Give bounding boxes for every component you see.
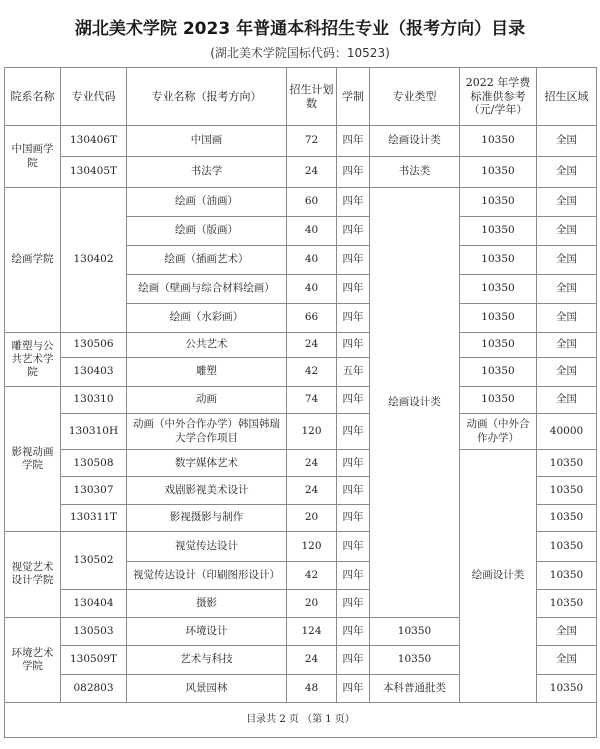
plan-cell: 24 bbox=[287, 645, 337, 674]
header-college: 院系名称 bbox=[5, 68, 61, 126]
major-cell: 艺术与科技 bbox=[127, 645, 287, 674]
table-row bbox=[5, 126, 597, 157]
code-cell: 130405T bbox=[61, 157, 127, 188]
code-cell: 130403 bbox=[61, 358, 127, 387]
major-cell: 绘画（版画） bbox=[127, 217, 287, 246]
plan-cell: 42 bbox=[287, 561, 337, 589]
major-cell: 公共艺术 bbox=[127, 333, 287, 358]
college-cell: 中国画学院 bbox=[5, 126, 61, 188]
region-cell: 全国 bbox=[537, 617, 597, 645]
region-cell: 全国 bbox=[537, 126, 597, 157]
fee-cell: 10350 bbox=[460, 275, 537, 304]
duration-cell: 四年 bbox=[337, 126, 370, 157]
type-cell: 绘画设计类 bbox=[370, 188, 460, 618]
major-cell: 中国画 bbox=[127, 126, 287, 157]
major-cell: 书法学 bbox=[127, 157, 287, 188]
code-cell: 130406T bbox=[61, 126, 127, 157]
duration-cell: 四年 bbox=[337, 246, 370, 275]
fee-cell: 10350 bbox=[460, 126, 537, 157]
region-cell: 全国 bbox=[537, 157, 597, 188]
duration-cell: 四年 bbox=[337, 157, 370, 188]
code-cell: 130508 bbox=[61, 450, 127, 477]
type-cell: 书法类 bbox=[370, 157, 460, 188]
table-row bbox=[5, 387, 597, 414]
code-cell: 130310H bbox=[61, 414, 127, 450]
duration-cell: 四年 bbox=[337, 477, 370, 504]
region-cell: 全国 bbox=[537, 275, 597, 304]
plan-cell: 24 bbox=[287, 333, 337, 358]
header-code: 专业代码 bbox=[61, 68, 127, 126]
major-cell: 戏剧影视美术设计 bbox=[127, 477, 287, 504]
fee-cell: 10350 bbox=[537, 450, 597, 477]
plan-cell: 48 bbox=[287, 674, 337, 702]
type-cell: 动画（中外合作办学） bbox=[460, 414, 537, 450]
major-cell: 影视摄影与制作 bbox=[127, 504, 287, 531]
code-cell: 130402 bbox=[61, 188, 127, 333]
code-cell: 130502 bbox=[61, 531, 127, 589]
code-cell: 130404 bbox=[61, 589, 127, 617]
major-cell: 动画 bbox=[127, 387, 287, 414]
fee-cell: 10350 bbox=[460, 358, 537, 387]
fee-cell: 40000 bbox=[537, 414, 597, 450]
duration-cell: 四年 bbox=[337, 304, 370, 333]
major-cell: 绘画（壁画与综合材料绘画） bbox=[127, 275, 287, 304]
plan-cell: 20 bbox=[287, 589, 337, 617]
table-row bbox=[5, 450, 597, 477]
duration-cell: 四年 bbox=[337, 387, 370, 414]
code-cell: 130311T bbox=[61, 504, 127, 531]
type-cell: 绘画设计类 bbox=[460, 450, 537, 703]
major-cell: 动画（中外合作办学）韩国韩瑞大学合作项目 bbox=[127, 414, 287, 450]
type-cell: 本科普通批类 bbox=[370, 674, 460, 702]
page-footer: 目录共 2 页 （第 1 页） bbox=[5, 702, 597, 737]
duration-cell: 四年 bbox=[337, 674, 370, 702]
fee-cell: 10350 bbox=[537, 561, 597, 589]
fee-cell: 10350 bbox=[460, 157, 537, 188]
type-cell: 绘画设计类 bbox=[370, 126, 460, 157]
duration-cell: 四年 bbox=[337, 188, 370, 217]
plan-cell: 60 bbox=[287, 188, 337, 217]
fee-cell: 10350 bbox=[370, 645, 460, 674]
plan-cell: 40 bbox=[287, 246, 337, 275]
header-duration: 学制 bbox=[337, 68, 370, 126]
admission-table bbox=[4, 67, 597, 738]
region-cell: 全国 bbox=[537, 358, 597, 387]
plan-cell: 74 bbox=[287, 387, 337, 414]
fee-cell: 10350 bbox=[460, 387, 537, 414]
code-cell: 130503 bbox=[61, 617, 127, 645]
duration-cell: 四年 bbox=[337, 645, 370, 674]
region-cell: 全国 bbox=[537, 217, 597, 246]
duration-cell: 四年 bbox=[337, 561, 370, 589]
major-cell: 风景园林 bbox=[127, 674, 287, 702]
major-cell: 环境设计 bbox=[127, 617, 287, 645]
major-cell: 绘画（插画艺术） bbox=[127, 246, 287, 275]
duration-cell: 四年 bbox=[337, 531, 370, 561]
fee-cell: 10350 bbox=[537, 531, 597, 561]
plan-cell: 40 bbox=[287, 275, 337, 304]
fee-cell: 10350 bbox=[370, 617, 460, 645]
plan-cell: 24 bbox=[287, 157, 337, 188]
plan-cell: 120 bbox=[287, 414, 337, 450]
college-cell: 绘画学院 bbox=[5, 188, 61, 333]
plan-cell: 40 bbox=[287, 217, 337, 246]
college-cell: 环境艺术学院 bbox=[5, 617, 61, 702]
page-title: 湖北美术学院 2023 年普通本科招生专业（报考方向）目录 bbox=[74, 19, 526, 39]
major-cell: 数字媒体艺术 bbox=[127, 450, 287, 477]
header-plan: 招生计划数 bbox=[287, 68, 337, 126]
college-cell: 雕塑与公共艺术学院 bbox=[5, 333, 61, 387]
major-cell: 绘画（水彩画） bbox=[127, 304, 287, 333]
fee-cell: 10350 bbox=[537, 504, 597, 531]
plan-cell: 42 bbox=[287, 358, 337, 387]
plan-cell: 120 bbox=[287, 531, 337, 561]
plan-cell: 72 bbox=[287, 126, 337, 157]
duration-cell: 四年 bbox=[337, 275, 370, 304]
plan-cell: 124 bbox=[287, 617, 337, 645]
major-cell: 视觉传达设计（印刷图形设计） bbox=[127, 561, 287, 589]
duration-cell: 四年 bbox=[337, 217, 370, 246]
region-cell: 全国 bbox=[537, 333, 597, 358]
region-cell: 全国 bbox=[537, 645, 597, 674]
duration-cell: 四年 bbox=[337, 450, 370, 477]
page-subtitle: (湖北美术学院国标代码：10523) bbox=[210, 46, 390, 60]
code-cell: 082803 bbox=[61, 674, 127, 702]
plan-cell: 20 bbox=[287, 504, 337, 531]
header-fee: 2022 年学费标准供参考（元/学年） bbox=[460, 68, 537, 126]
region-cell: 全国 bbox=[537, 246, 597, 275]
region-cell: 全国 bbox=[537, 304, 597, 333]
major-cell: 视觉传达设计 bbox=[127, 531, 287, 561]
fee-cell: 10350 bbox=[460, 333, 537, 358]
code-cell: 130506 bbox=[61, 333, 127, 358]
major-cell: 摄影 bbox=[127, 589, 287, 617]
region-cell: 全国 bbox=[537, 188, 597, 217]
table-row bbox=[5, 414, 597, 450]
duration-cell: 四年 bbox=[337, 333, 370, 358]
duration-cell: 四年 bbox=[337, 414, 370, 450]
duration-cell: 四年 bbox=[337, 504, 370, 531]
fee-cell: 10350 bbox=[537, 589, 597, 617]
major-cell: 雕塑 bbox=[127, 358, 287, 387]
region-cell: 全国 bbox=[537, 387, 597, 414]
fee-cell: 10350 bbox=[460, 246, 537, 275]
header-region: 招生区域 bbox=[537, 68, 597, 126]
plan-cell: 66 bbox=[287, 304, 337, 333]
code-cell: 130307 bbox=[61, 477, 127, 504]
plan-cell: 24 bbox=[287, 477, 337, 504]
footer-row bbox=[5, 702, 597, 737]
table-row bbox=[5, 188, 597, 217]
code-cell: 130310 bbox=[61, 387, 127, 414]
college-cell: 影视动画学院 bbox=[5, 387, 61, 532]
table-row bbox=[5, 358, 597, 387]
major-cell: 绘画（油画） bbox=[127, 188, 287, 217]
duration-cell: 四年 bbox=[337, 617, 370, 645]
college-cell: 视觉艺术设计学院 bbox=[5, 531, 61, 617]
duration-cell: 四年 bbox=[337, 589, 370, 617]
code-cell: 130509T bbox=[61, 645, 127, 674]
fee-cell: 10350 bbox=[460, 304, 537, 333]
table-header-row bbox=[5, 68, 597, 126]
header-type: 专业类型 bbox=[370, 68, 460, 126]
fee-cell: 10350 bbox=[537, 674, 597, 702]
table-row bbox=[5, 333, 597, 358]
header-major: 专业名称（报考方向） bbox=[127, 68, 287, 126]
fee-cell: 10350 bbox=[460, 217, 537, 246]
duration-cell: 五年 bbox=[337, 358, 370, 387]
fee-cell: 10350 bbox=[460, 188, 537, 217]
plan-cell: 24 bbox=[287, 450, 337, 477]
fee-cell: 10350 bbox=[537, 477, 597, 504]
table-row bbox=[5, 157, 597, 188]
